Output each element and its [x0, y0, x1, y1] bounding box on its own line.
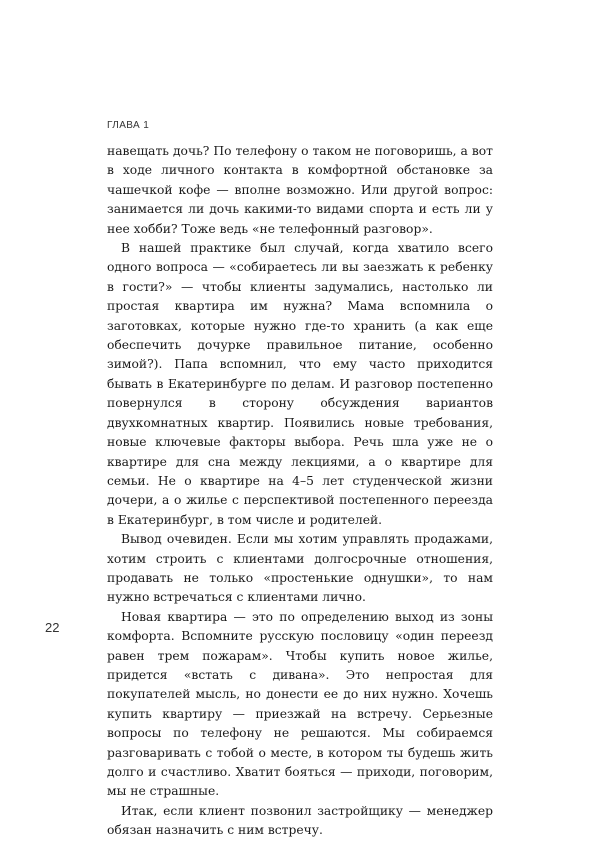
paragraph: Вывод очевиден. Если мы хотим управлять продажами, хотим строить с клиентами долгосрочные отношения, продавать не только «простенькие однушки», то нам нужно встречаться с клиентами лично. [107, 532, 493, 605]
running-head: ГЛАВА 1 [107, 120, 150, 131]
page-number: 22 [45, 620, 60, 635]
paragraph: Итак, если клиент позвонил застройщику — менеджер обязан назначить с ним встречу. [107, 803, 493, 838]
paragraph: Новая квартира — это по определению выход из зоны комфорта. Вспомните русскую пословицу «один переезд равен трем пожарам». Чтобы купить новое жилье, придется «встать с дивана». Это непростая для покупателей мысль, но донести ее до них нужно. Хочешь купить квартиру — приезжай на встречу. Серьезные вопросы по телефону не решаются. Мы собираемся разговаривать с тобой о месте, в котором ты будешь жить долго и счастливо. Хватит бояться — приходи, поговорим, мы не страшные. [107, 609, 493, 799]
paragraph: навещать дочь? По телефону о таком не поговоришь, а вот в ходе личного контакта в комфортной обстановке за чашечкой кофе — вполне возможно. Или другой вопрос: занимается ли дочь какими-то видами спорта и есть ли у нее хобби? Тоже ведь «не телефонный разговор». [107, 144, 493, 236]
paragraph: В нашей практике был случай, когда хватило всего одного вопроса — «собираетесь ли вы заезжать к ребенку в гости?» — чтобы клиенты задумались, настолько ли простая квартира им нужна? Мама вспомнила о заготовках, которые нужно где-то хранить (а как еще обеспечить дочурке правильное питание, особенно зимой?). Папа вспомнил, что ему часто приходится бывать в Екатеринбурге по делам. И разговор постепенно повернулся в сторону обсуждения вариантов двухкомнатных квартир. Появились новые требования, новые ключевые факторы выбора. Речь шла уже не о квартире для сна между лекциями, а о квартире для семьи. Не о квартире на 4–5 лет студенческой жизни дочери, а о жилье с перспективой постепенного переезда в Екатеринбург, в том числе и родителей. [107, 241, 493, 527]
body-text [107, 142, 493, 841]
